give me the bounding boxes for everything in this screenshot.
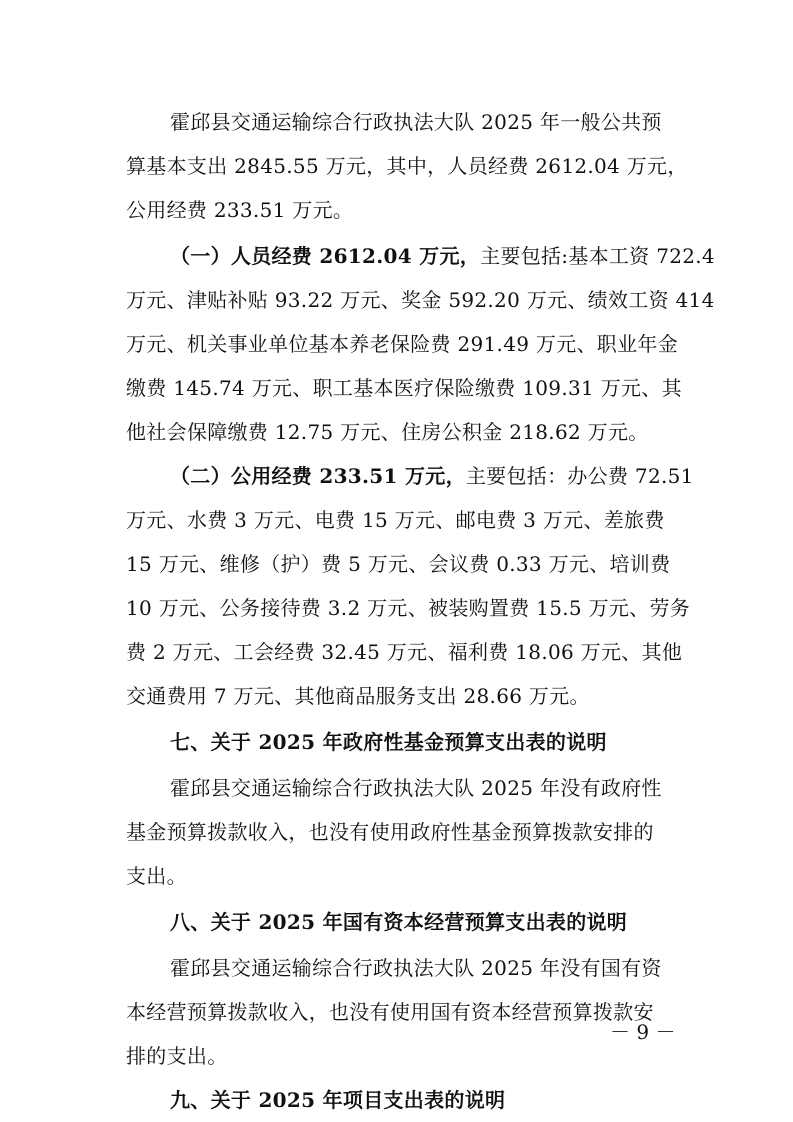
paragraph-line: 本经营预算拨款收入，也没有使用国有资本经营预算拨款安 — [126, 1000, 654, 1024]
section-heading-9: 九、关于 2025 年项目支出表的说明 — [170, 1088, 506, 1112]
paragraph-line: 万元、水费 3 万元、电费 15 万元、邮电费 3 万元、差旅费 — [126, 508, 665, 532]
paragraph-line: 基金预算拨款收入，也没有使用政府性基金预算拨款安排的 — [126, 820, 654, 844]
section-heading-8: 八、关于 2025 年国有资本经营预算支出表的说明 — [170, 910, 628, 934]
paragraph-line: 15 万元、维修（护）费 5 万元、会议费 0.33 万元、培训费 — [126, 552, 671, 576]
paragraph-line: 交通费用 7 万元、其他商品服务支出 28.66 万元。 — [126, 684, 590, 708]
paragraph-line: 缴费 145.74 万元、职工基本医疗保险缴费 109.31 万元、其 — [126, 376, 682, 400]
paragraph-line: 费 2 万元、工会经费 32.45 万元、福利费 18.06 万元、其他 — [126, 640, 683, 664]
personnel-expense-text: 主要包括:基本工资 722.4 — [480, 244, 715, 268]
paragraph-line: 排的支出。 — [126, 1044, 228, 1068]
paragraph-line — [0, 454, 793, 498]
paragraph-line: 霍邱县交通运输综合行政执法大队 2025 年没有政府性 — [170, 776, 662, 800]
public-expense-lead: （二）公用经费 233.51 万元， — [170, 464, 466, 488]
paragraph-line: 霍邱县交通运输综合行政执法大队 2025 年一般公共预 — [170, 110, 662, 134]
paragraph-line — [0, 234, 793, 278]
paragraph-line: 公用经费 233.51 万元。 — [126, 198, 354, 222]
paragraph-line: 万元、津贴补贴 93.22 万元、奖金 592.20 万元、绩效工资 414 — [126, 288, 715, 312]
paragraph-line: 他社会保障缴费 12.75 万元、住房公积金 218.62 万元。 — [126, 420, 649, 444]
paragraph-line: 万元、机关事业单位基本养老保险费 291.49 万元、职业年金 — [126, 332, 678, 356]
section-heading-7: 七、关于 2025 年政府性基金预算支出表的说明 — [170, 730, 607, 754]
paragraph-line: 霍邱县交通运输综合行政执法大队 2025 年没有国有资 — [170, 956, 662, 980]
paragraph-line: 10 万元、公务接待费 3.2 万元、被装购置费 15.5 万元、劳务 — [126, 596, 691, 620]
personnel-expense-lead: （一）人员经费 2612.04 万元， — [170, 244, 481, 268]
paragraph-line: 算基本支出 2845.55 万元，其中，人员经费 2612.04 万元， — [126, 154, 688, 178]
page-number: － 9 － — [610, 1020, 676, 1044]
public-expense-text: 主要包括：办公费 72.51 — [465, 464, 694, 488]
paragraph-line: 支出。 — [126, 864, 187, 888]
